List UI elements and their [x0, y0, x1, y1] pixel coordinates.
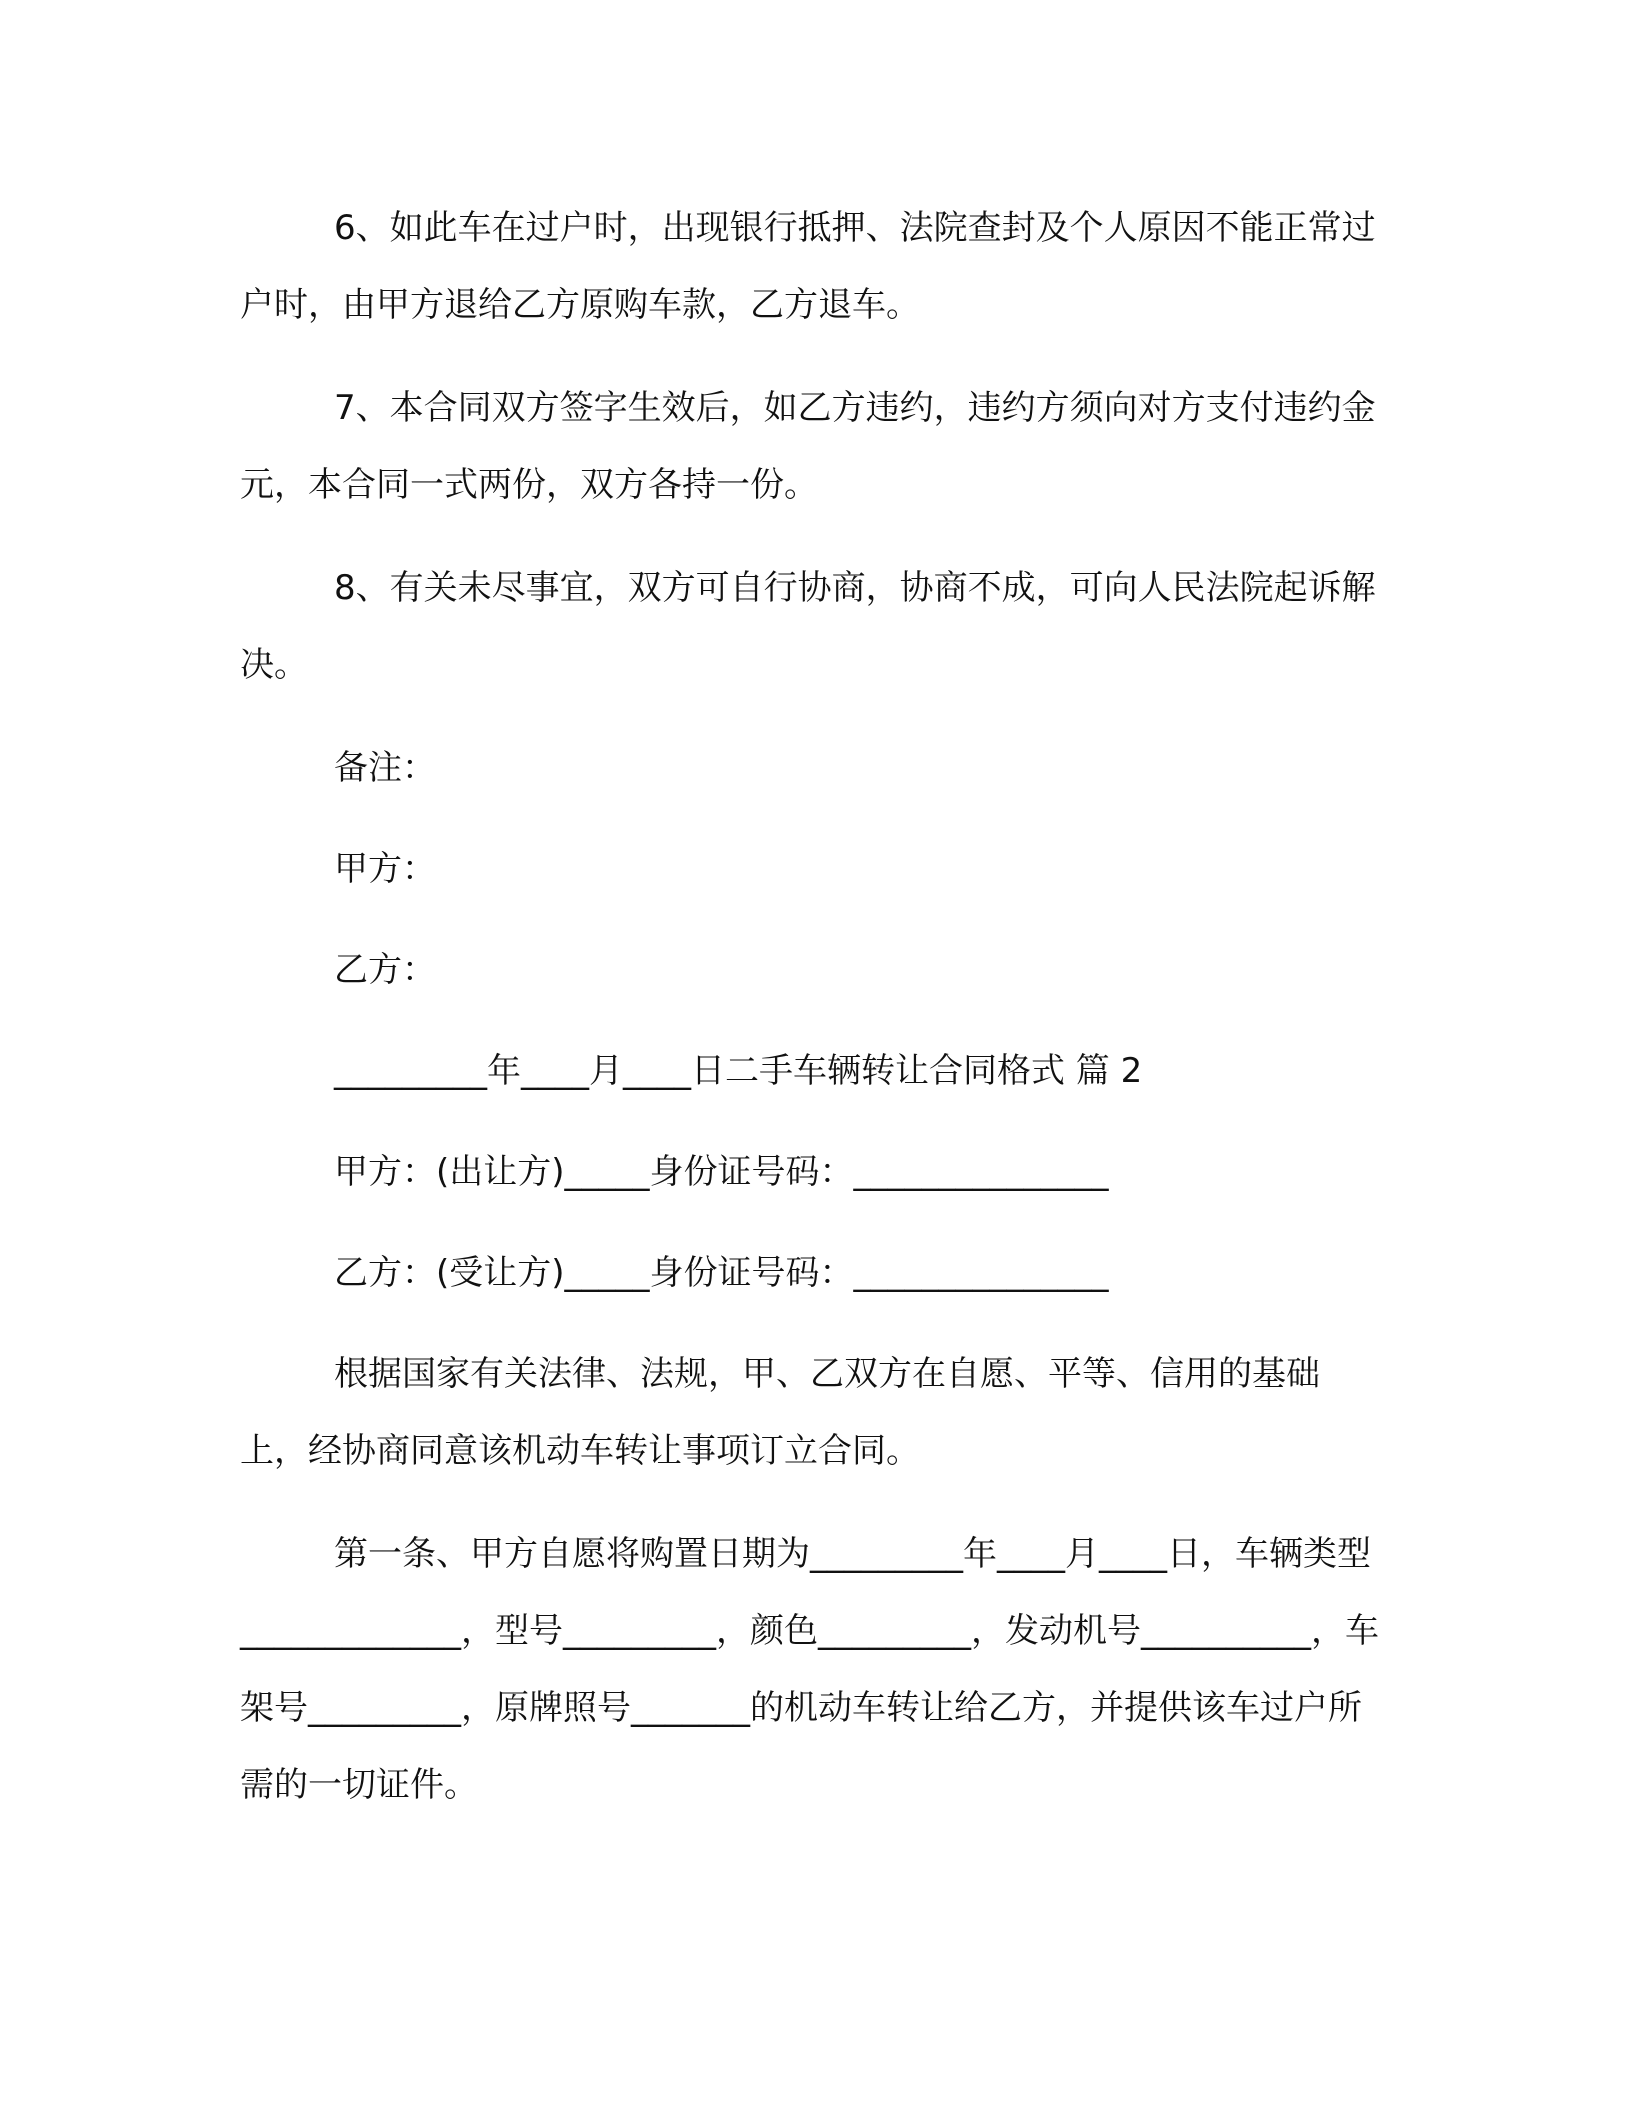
remarks-label: 备注：: [334, 748, 436, 788]
contract-preamble-paragraph: 根据国家有关法律、法规，甲、乙双方在自愿、平等、信用的基础上，经协商同意该机动车转让事项订立合同。: [240, 1354, 1320, 1471]
party-b-identity-line: 乙方：(受让方)_____身份证号码：_______________: [334, 1253, 1109, 1293]
contract-2-heading: _________年____月____日二手车辆转让合同格式 篇 2: [334, 1051, 1143, 1091]
party-b-signature-label: 乙方：: [334, 950, 436, 990]
clause-6-paragraph: 6、如此车在过户时，出现银行抵押、法院查封及个人原因不能正常过户时，由甲方退给乙方原购车款，乙方退车。: [240, 208, 1376, 325]
party-a-signature-label: 甲方：: [334, 849, 436, 889]
clause-7-paragraph: 7、本合同双方签字生效后，如乙方违约，违约方须向对方支付违约金 元，本合同一式两份，双方各持一份。: [240, 388, 1387, 505]
clause-8-paragraph: 8、有关未尽事宜，双方可自行协商，协商不成，可向人民法院起诉解决。: [240, 568, 1376, 685]
article-1-paragraph: 第一条、甲方自愿将购置日期为_________年____月____日，车辆类型_____________，型号_________，颜色_________，发动机号__________，车架号_________，原牌照号_______的机动车转让给乙方，并提供该车过户所需的一切证件。: [240, 1534, 1379, 1805]
party-a-identity-line: 甲方：(出让方)_____身份证号码：_______________: [334, 1152, 1109, 1192]
document-body: [240, 190, 1385, 1850]
